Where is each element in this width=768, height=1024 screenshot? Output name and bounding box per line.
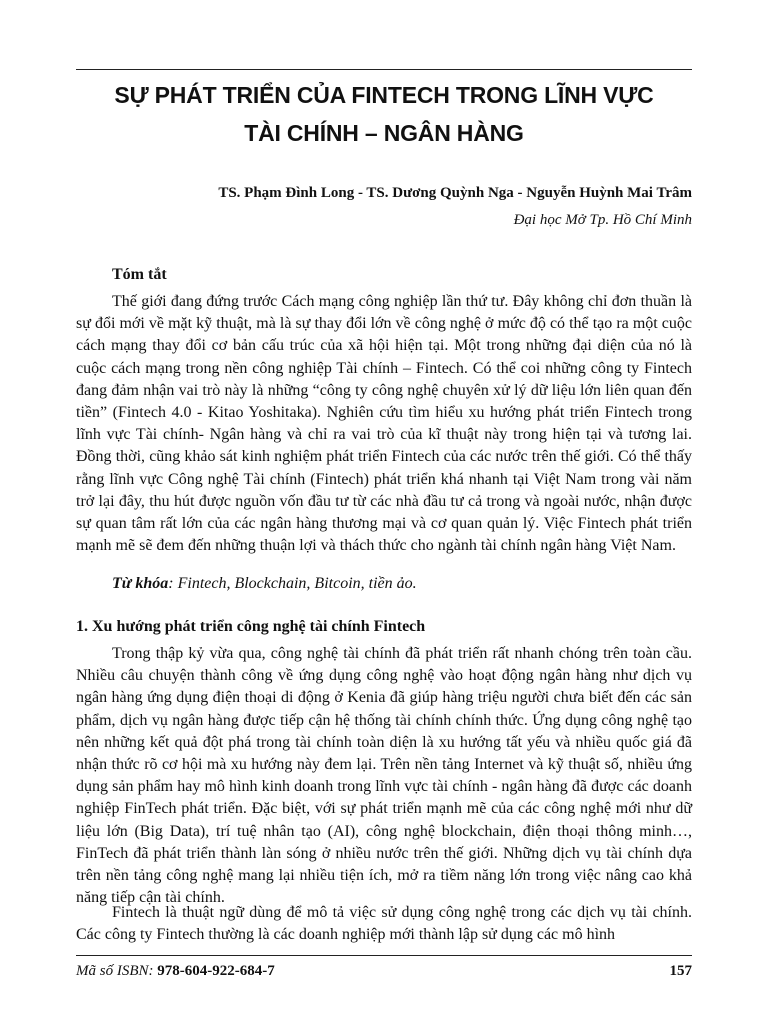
section-paragraph-1: Trong thập kỷ vừa qua, công nghệ tài chính đã phát triển rất nhanh chóng trên toàn cầu. Nhiều câu chuyện thành công về ứng dụng công nghệ vào hoạt động ngân hàng như dịch vụ ngân hàng ứng dụng điện thoại di động ở Kenia đã giúp hàng triệu người chưa biết đến các sản phẩm, dịch vụ ngân hàng được tiếp cận hệ thống tài chính chính thức. Ứng dụng công nghệ tạo nên những kết quả đột phá trong tài chính toàn diện là xu hướng tất yếu và nhiều quốc giá đã nhận thức rõ cơ hội mà xu hướng này đem lại. Trên nền tảng Internet và kỹ thuật số, nhiều ứng dụng sản phẩm hay mô hình kinh doanh trong lĩnh vực tài chính - ngân hàng đã được các doanh nghiệp FinTech phát triển. Đặc biệt, với sự phát triển mạnh mẽ của các công nghệ mới như dữ liệu lớn (Big Data), trí tuệ nhân tạo (AI), công nghệ blockchain, điện thoại thông minh…, FinTech đã phát triển thành làn sóng ở nhiều nước trên thế giới. Những dịch vụ tài chính dựa trên nền tảng công nghệ mang lại nhiều tiện ích, mở ra tiềm năng lớn trong việc nâng cao khả năng tiếp cận tài chính. bbox=[76, 645, 692, 907]
paper-title bbox=[76, 76, 692, 152]
keywords-label: Từ khóa bbox=[112, 575, 169, 592]
header-rule bbox=[76, 69, 692, 70]
footer-rule bbox=[76, 955, 692, 956]
isbn-label: Mã số ISBN: bbox=[76, 963, 154, 979]
isbn-value: 978-604-922-684-7 bbox=[157, 963, 275, 979]
abstract-body: Thế giới đang đứng trước Cách mạng công nghiệp lần thứ tư. Đây không chỉ đơn thuần là sự đổi mới về mặt kỹ thuật, mà là sự thay đổi lớn về công nghệ ở mức độ có thể tạo ra một cuộc cách mạng thay đổi cơ bản cấu trúc của xã hội hiện tại. Một trong những đại diện của nó là cuộc cách mạng trong nền công nghiệp Tài chính – Fintech. Có thể coi những công ty Fintech đang đảm nhận vai trò này là những “công ty công nghệ chuyên xử lý dữ liệu lớn liên quan đến tiền” (Fintech 4.0 - Kitao Yoshitaka). Nghiên cứu tìm hiểu xu hướng phát triển Fintech trong lĩnh vực Tài chính- Ngân hàng và chỉ ra vai trò của kĩ thuật này trong hiện tại và tương lai. Đồng thời, cũng khảo sát kinh nghiệm phát triển Fintech của các nước trên thế giới. Có thể thấy rằng lĩnh vực Công nghệ Tài chính (Fintech) phát triển khá nhanh tại Việt Nam trong vài năm trở lại đây, thu hút được nguồn vốn đầu tư từ các nhà đầu tư cả trong và ngoài nước, nhận được sự quan tâm rất lớn của các ngân hàng thương mại và cơ quan quản lý. Việc Fintech phát triển mạnh mẽ sẽ đem đến những thuận lợi và thách thức cho ngành tài chính ngân hàng Việt Nam. bbox=[76, 293, 692, 555]
section-paragraph-2: Fintech là thuật ngữ dùng để mô tả việc sử dụng công nghệ trong các dịch vụ tài chính. Các công ty Fintech thường là các doanh nghiệp mới thành lập sử dụng các mô hình bbox=[76, 904, 692, 944]
section-heading: 1. Xu hướng phát triển công nghệ tài chính Fintech bbox=[76, 618, 426, 635]
keywords-text: : Fintech, Blockchain, Bitcoin, tiền ảo. bbox=[168, 575, 417, 592]
title-line-2: TÀI CHÍNH – NGÂN HÀNG bbox=[244, 120, 524, 146]
page-number: 157 bbox=[669, 963, 692, 979]
affiliation: Đại học Mở Tp. Hồ Chí Minh bbox=[513, 212, 692, 228]
abstract-heading: Tóm tắt bbox=[112, 266, 167, 283]
keywords-line bbox=[112, 573, 417, 595]
footer-isbn bbox=[76, 961, 275, 981]
author-list: TS. Phạm Đình Long - TS. Dương Quỳnh Nga - Nguyễn Huỳnh Mai Trâm bbox=[218, 185, 692, 201]
title-line-1: SỰ PHÁT TRIỂN CỦA FINTECH TRONG LĨNH VỰC bbox=[114, 82, 654, 108]
